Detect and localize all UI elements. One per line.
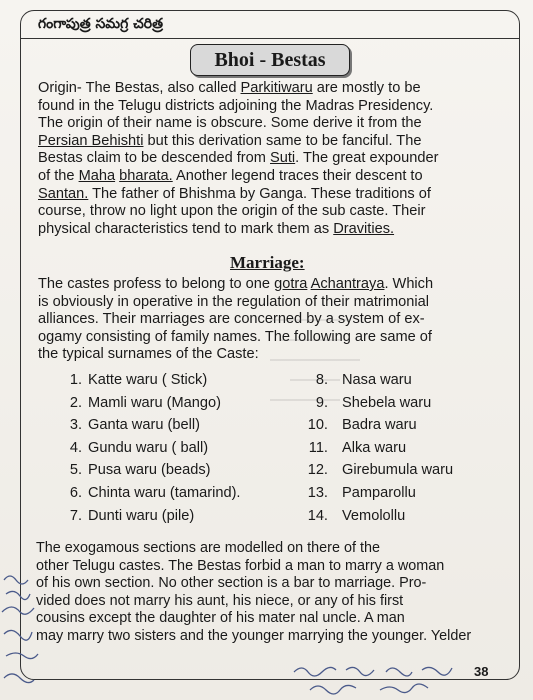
surname-list-left [62,372,240,530]
text-run: Another legend traces their descent to [172,167,423,184]
text-run: of his own section. No other section is a bar to marriage. Pro- [36,575,427,592]
handwritten-margin-note [0,560,60,700]
surname-item [304,485,453,508]
text-line [38,221,502,239]
text-run: are mostly to be [312,80,421,96]
text-run: Bestas claim to be descended from [38,150,270,167]
surname-name: Ganta waru (bell) [88,417,200,434]
surname-item [304,440,453,463]
text-run: physical characteristics tend to mark them as [38,220,334,237]
text-run: alliances. Their marriages are concerned by a system of ex- [38,311,425,328]
text-run: The father of Bhishma by Ganga. These traditions of [88,185,431,202]
section-title-text: Bhoi - Bestas [214,48,326,71]
text-run: of the [38,167,79,184]
surname-item [62,440,240,463]
surname-item [304,462,453,485]
underlined-term: Dravities. [333,220,395,237]
underlined-term: Suti [270,150,296,167]
surname-number: 2. [69,394,82,411]
marriage-heading: Marriage: [230,253,305,272]
underlined-term: Parkitiwaru [240,80,313,96]
text-line [36,558,506,576]
surname-item [304,508,453,531]
surname-name: Badra waru [342,417,417,434]
text-run: may marry two sisters and the younger marrying the younger. Yelder [36,627,472,644]
text-line [38,133,502,151]
surname-item [62,508,240,531]
surname-name: Pusa waru (beads) [88,462,211,479]
surname-name: Alka waru [342,439,407,456]
text-run: cousins except the daughter of his mater nal uncle. A man [36,610,405,627]
surname-number: 5. [69,462,82,479]
exogamy-paragraph [36,540,506,646]
surname-number: 10. [307,417,328,434]
surname-number: 12. [307,462,328,479]
text-line [38,115,502,133]
surname-name: Chinta waru (tamarind). [88,484,241,501]
text-run: course, throw no light upon the origin of the sub caste. Their [38,203,426,220]
text-run: found in the Telugu districts adjoining the Madras Presidency. [38,97,434,114]
surname-number: 1. [69,372,82,388]
surname-number: 14. [307,507,328,524]
text-run: . The great expounder [295,150,439,167]
surname-item [62,395,240,418]
text-line [38,203,502,221]
underlined-term: Achantraya [310,276,385,292]
section-title [190,44,350,76]
underlined-term: bharata. [119,167,173,184]
underlined-term: Persian Behishti [38,132,144,149]
text-run: but this derivation same to be fanciful. The [143,132,422,149]
surname-number: 8. [315,372,328,388]
text-line [36,610,506,628]
underlined-term: Maha [78,167,116,184]
surname-number: 7. [69,507,82,524]
surname-number: 13. [307,484,328,501]
text-line [38,80,502,98]
header-rule [21,38,519,39]
surname-name: Mamli waru (Mango) [88,394,221,411]
text-run: the typical surnames of the Caste: [38,346,259,363]
surname-name: Gundu waru ( ball) [88,439,209,456]
text-run: The castes profess to belong to one [38,276,275,292]
surname-name: Dunti waru (pile) [88,507,195,524]
surname-number: 6. [69,484,82,501]
text-line [36,540,506,558]
running-header-title: గంగాపుత్ర సమగ్ర చరిత్ర [38,16,163,32]
surname-name: Vemolollu [342,507,406,524]
surname-item [62,417,240,440]
text-line [38,150,502,168]
text-run: ogamy consisting of family names. The following are same of [38,328,432,345]
underlined-term: Santan. [38,185,89,202]
text-run: Origin- The Bestas, also called [38,80,241,96]
text-run: other Telugu castes. The Bestas forbid a man to marry a woman [36,557,445,574]
text-run: is obviously in operative in the regulation of their matrimonial [38,293,429,310]
surname-name: Shebela waru [342,394,432,411]
surname-name: Girebumula waru [342,462,454,479]
text-run: The exogamous sections are modelled on there of the [36,540,380,556]
underlined-term: gotra [274,276,308,292]
text-line [36,593,506,611]
text-run: vided does not marry his aunt, his niece, or any of his first [36,592,404,609]
text-run: . Which [384,276,434,292]
surname-item [62,485,240,508]
surname-item [62,462,240,485]
text-line [38,276,502,294]
surname-name: Pamparollu [342,484,416,501]
text-line [38,168,502,186]
page-number: 38 [474,664,489,679]
surname-number: 4. [69,439,82,456]
surname-number: 9. [315,394,328,411]
surname-number: 3. [69,417,82,434]
text-line [38,186,502,204]
bleed-through-marks [260,300,400,440]
origin-paragraph [38,80,502,238]
text-line [38,98,502,116]
surname-item [62,372,240,395]
text-line [36,628,506,646]
text-line [36,575,506,593]
surname-name: Katte waru ( Stick) [88,372,208,388]
surname-name: Nasa waru [342,372,412,388]
text-run: The origin of their name is obscure. Some derive it from the [38,115,422,132]
handwritten-footer-note [290,660,490,700]
surname-number: 11. [308,439,328,456]
